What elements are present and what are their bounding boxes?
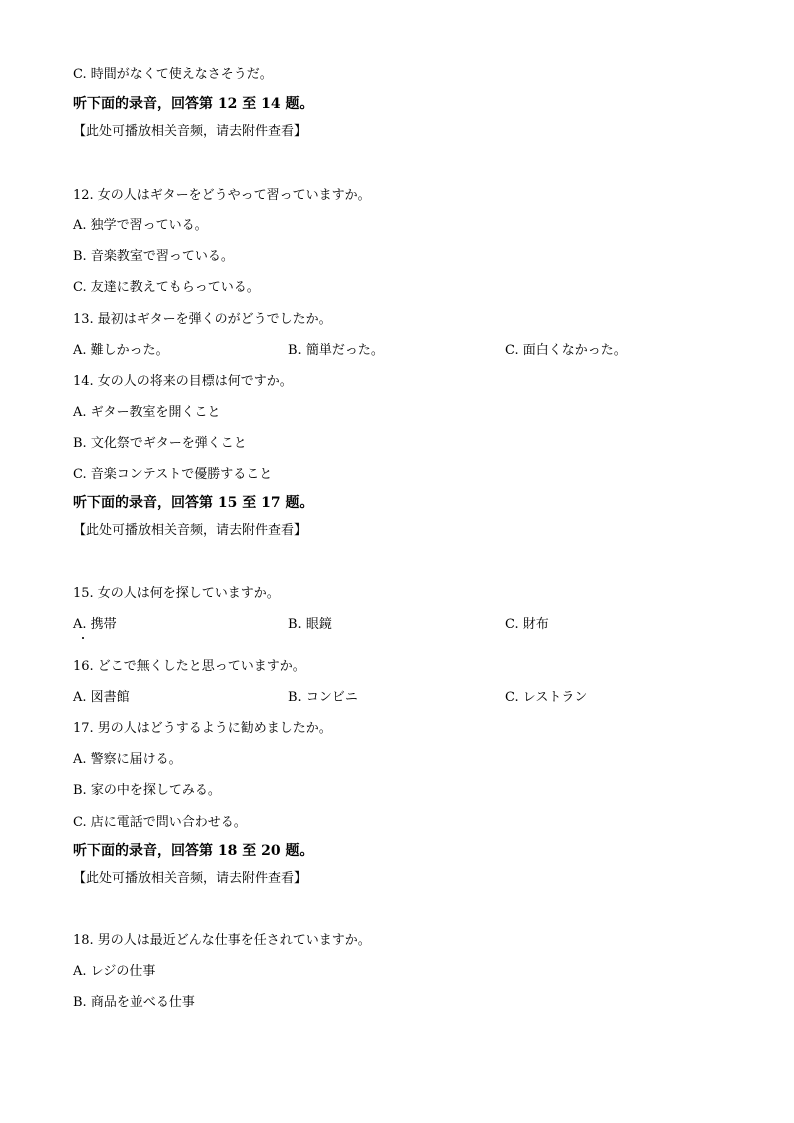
question-text: 12. 女の人はギターをどうやって習っていますか。	[73, 188, 371, 203]
section-heading: 听下面的录音，回答第 18 至 20 题。	[73, 843, 314, 859]
option-text: B. 文化祭でギターを弾くこと	[73, 436, 247, 451]
option-text: A. 図書館	[73, 690, 130, 705]
question-text: 15. 女の人は何を探していますか。	[73, 586, 280, 601]
option-text: C. レストラン	[505, 690, 588, 705]
option-text: B. 音楽教室で習っている。	[73, 249, 234, 264]
option-text: B. コンビニ	[288, 690, 358, 705]
option-text: B. 眼鏡	[288, 617, 332, 632]
stray-mark	[82, 637, 84, 639]
question-text: 13. 最初はギターを弾くのがどうでしたか。	[73, 312, 332, 327]
option-text: C. 音楽コンテストで優勝すること	[73, 467, 273, 482]
option-text: C. 友達に教えてもらっている。	[73, 280, 260, 295]
section-heading: 听下面的录音，回答第 15 至 17 题。	[73, 495, 314, 511]
option-text: A. 携帯	[73, 617, 117, 632]
option-text: A. 独学で習っている。	[73, 218, 208, 233]
option-text: B. 商品を並べる仕事	[73, 995, 195, 1010]
option-text: C. 店に電話で問い合わせる。	[73, 815, 247, 830]
option-text: C. 時間がなくて使えなさそうだ。	[73, 67, 273, 82]
question-text: 16. どこで無くしたと思っていますか。	[73, 659, 306, 674]
option-text: B. 家の中を探してみる。	[73, 783, 221, 798]
section-heading: 听下面的录音，回答第 12 至 14 题。	[73, 96, 314, 112]
option-text: A. 警察に届ける。	[73, 752, 182, 767]
audio-note: 【此处可播放相关音频，请去附件查看】	[73, 523, 308, 538]
question-text: 17. 男の人はどうするように勧めましたか。	[73, 721, 332, 736]
option-text: A. 難しかった。	[73, 343, 169, 358]
option-text: C. 財布	[505, 617, 549, 632]
option-text: A. ギター教室を開くこと	[73, 405, 221, 420]
audio-note: 【此处可播放相关音频，请去附件查看】	[73, 871, 308, 886]
option-text: B. 簡単だった。	[288, 343, 384, 358]
question-text: 18. 男の人は最近どんな仕事を任されていますか。	[73, 933, 371, 948]
audio-note: 【此处可播放相关音频，请去附件查看】	[73, 124, 308, 139]
question-text: 14. 女の人の将来の目標は何ですか。	[73, 374, 293, 389]
option-text: A. レジの仕事	[73, 964, 156, 979]
option-text: C. 面白くなかった。	[505, 343, 627, 358]
